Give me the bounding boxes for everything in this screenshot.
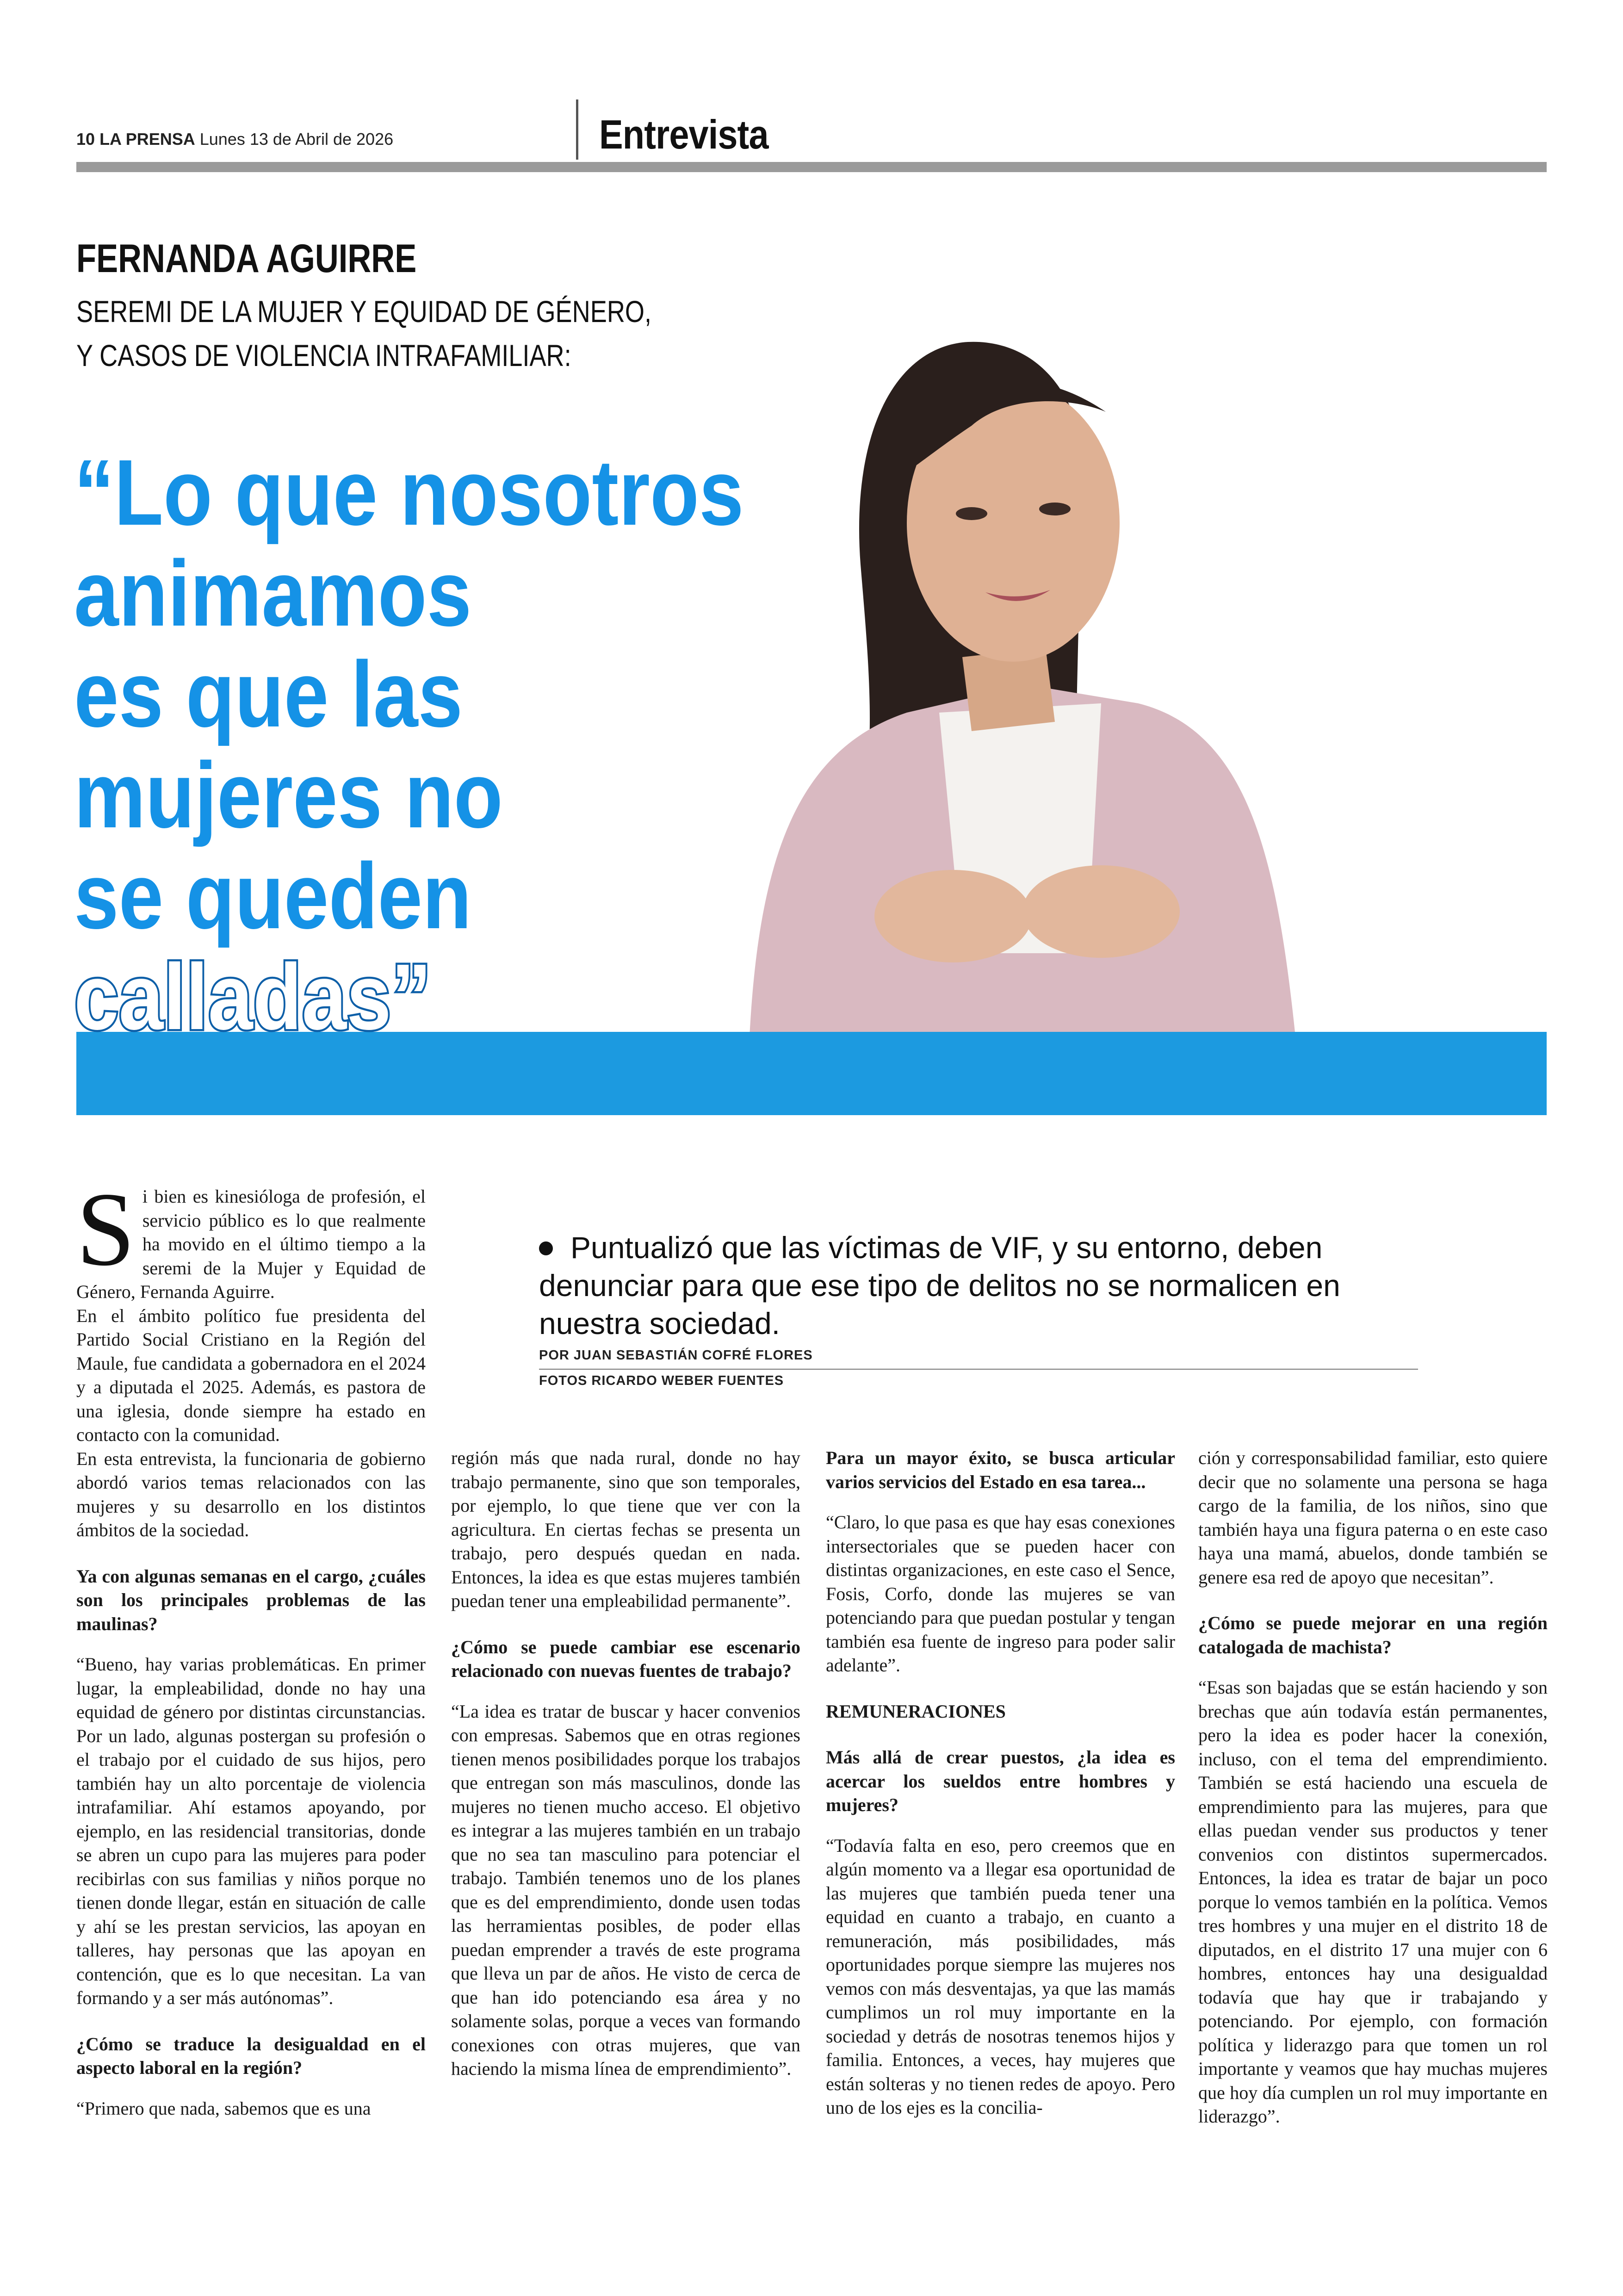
headline-line-4: mujeres no xyxy=(74,743,503,847)
callout-bullet xyxy=(539,1229,1427,1342)
headline-line-6: calladas” xyxy=(74,944,432,1049)
article-column-1 xyxy=(76,1171,426,2120)
interviewee-role-line1: SEREMI DE LA MUJER Y EQUIDAD DE GÉNERO, xyxy=(76,294,652,329)
page-number: 10 xyxy=(76,130,95,149)
body-paragraph: En esta entrevista, la funcionaria de gobierno abordó varios temas relacionados con las mujeres y su desarrollo en los distintos ámbitos de la sociedad. xyxy=(76,1448,426,1540)
interview-answer: “Esas son bajadas que se están haciendo y son brechas que aún todavía están permanentes, pero la idea es poder hacer la conexión, incluso, con el tema del emprendimiento. También se está haciendo una escuela de emprendimiento para las mujeres, para que ellas puedan vender sus productos y tener convenios con distintos supermercados. Entonces, la idea es tratar de bajar un poco porque lo vemos también en la política. Vemos tres hombres y una mujer en el distrito 18 de diputados, en el distrito 17 una mujer con 6 hombres, entonces hay una desigualdad todavía que hay que ir trabajando y potenciando. Por ejemplo, con formación política y liderazgo para que tomen un rol importante y veamos que hay muchas mujeres que hoy día cumplen un rol muy importante en liderazgo”. xyxy=(1198,1677,1548,2127)
headline-quote xyxy=(74,442,953,1047)
newspaper-name: LA PRENSA xyxy=(99,130,195,149)
page-header-info xyxy=(76,130,393,149)
byline: POR JUAN SEBASTIÁN COFRÉ FLORES xyxy=(539,1348,813,1363)
subsection-heading: REMUNERACIONES xyxy=(826,1700,1006,1722)
bullet-icon xyxy=(539,1241,553,1255)
article-column-3 xyxy=(826,1446,1175,2120)
byline-rule xyxy=(539,1369,1418,1370)
interviewee-name: FERNANDA AGUIRRE xyxy=(76,236,417,281)
interviewee-role-line2: Y CASOS DE VIOLENCIA INTRAFAMILIAR: xyxy=(76,338,571,372)
photos-credit: FOTOS RICARDO WEBER FUENTES xyxy=(539,1373,784,1388)
interview-question: Más allá de crear puestos, ¿la idea es acercar los sueldos entre hombres y mujeres? xyxy=(826,1747,1175,1815)
body-paragraph: En el ámbito político fue presidenta del Partido Social Cristiano en la Región del Maule, fue candidata a gobernadora en el 2024 y a diputada el 2025. Además, es pastora de una iglesia, donde siempre ha estado en contacto con la comunidad. xyxy=(76,1305,426,1445)
intro-paragraph: Si bien es kinesióloga de profesión, el servicio público es lo que realmente ha movido en el último tiempo a la seremi de la Mujer y Equidad de Género, Fernanda Aguirre. xyxy=(76,1171,426,1302)
interview-answer: ción y corresponsabilidad familiar, esto quiere decir que no solamente una persona se haga cargo de la familia, de los niños, sino que también haya una figura paterna o en este caso haya una mamá, abuelos, donde también se genere esa red de apoyo que necesitan”. xyxy=(1198,1447,1548,1588)
interview-answer: “Todavía falta en eso, pero creemos que en algún momento va a llegar esa oportunidad de las mujeres que también pueda tener una equidad en cuanto a trabajo, en cuanto a remuneración, más posibilidades, más oportunidades porque siempre las mujeres nos vemos con más desventajas, ya que las mamás cumplimos un rol muy importante en la sociedad y detrás de nosotras tenemos hijos y familia. Entonces, a veces, hay mujeres que están solteras y no tienen redes de apoyo. Pero uno de los ejes es la concilia- xyxy=(826,1835,1175,2118)
headline-line-2: animamos xyxy=(74,541,472,645)
headline-line-3: es que las xyxy=(74,642,463,746)
issue-date: Lunes 13 de Abril de 2026 xyxy=(199,130,394,149)
interview-answer: “Primero que nada, sabemos que es una xyxy=(76,2097,371,2119)
interview-question: Para un mayor éxito, se busca articular varios servicios del Estado en esa tarea... xyxy=(826,1447,1175,1492)
article-column-4 xyxy=(1198,1446,1548,2128)
interview-question: ¿Cómo se puede mejorar en una región catalogada de machista? xyxy=(1198,1613,1548,1657)
article-column-2 xyxy=(451,1446,800,2081)
interview-question: Ya con algunas semanas en el cargo, ¿cuáles son los principales problemas de las maulinas? xyxy=(76,1565,426,1634)
interview-answer: “Claro, lo que pasa es que hay esas conexiones intersectoriales que se pueden hacer con distintas organizaciones, en este caso el Sence, Fosis, Corfo, donde las mujeres se van potenciando para que puedan postular y tengan también esa fuente de ingreso para poder salir adelante”. xyxy=(826,1512,1175,1675)
interview-answer: región más que nada rural, donde no hay trabajo permanente, sino que son temporales, por ejemplo, lo que tiene que ver con la agricultura. En ciertas fechas se presenta un trabajo, pero después quedan en nada. Entonces, la idea es que estas mujeres también puedan tener una empleabilidad permanente”. xyxy=(451,1447,800,1611)
headline-line-1: “Lo que nosotros xyxy=(74,440,744,545)
interview-question: ¿Cómo se traduce la desigualdad en el aspecto laboral en la región? xyxy=(76,2033,426,2078)
section-title: Entrevista xyxy=(599,112,768,157)
interview-answer: “La idea es tratar de buscar y hacer convenios con empresas. Sabemos que en otras regiones tienen menos posibilidades porque los trabajos que entregan son más masculinos, donde las mujeres no tienen mucho acceso. El objetivo es integrar a las mujeres también en un trabajo que no sea tan masculino para potenciar el trabajo. También tenemos uno de los planes que es del emprendimiento, donde usen todas las herramientas posibles, de poder ellas puedan emprender a través de este programa que lleva un par de años. He visto de cerca de que han ido potenciando esa área y no solamente solas, porque a veces van formando conexiones con otras mujeres, que van haciendo la misma línea de emprendimiento”. xyxy=(451,1700,800,2079)
callout-text: Puntualizó que las víctimas de VIF, y su entorno, deben denunciar para que ese tipo de delitos no se normalicen en nuestra sociedad. xyxy=(539,1230,1340,1340)
interview-question: ¿Cómo se puede cambiar ese escenario relacionado con nuevas fuentes de trabajo? xyxy=(451,1636,800,1681)
drop-cap: S xyxy=(76,1171,135,1288)
headline-line-5: se queden xyxy=(74,844,472,948)
header-rule xyxy=(76,162,1547,172)
header-divider xyxy=(576,99,578,160)
interview-answer: “Bueno, hay varias problemáticas. En primer lugar, la empleabilidad, donde no hay una equidad de género por distintas circunstancias. Por un lado, algunas postergan su profesión o el trabajo por el cuidado de sus hijos, pero también hay un alto porcentaje de violencia intrafamiliar. Ahí estamos apoyando, por ejemplo, en las residencial transitorias, donde se abren un cupo para las mujeres para poder recibirlas con sus familias y niños porque no tienen donde llegar, están en situación de calle y ahí se les prestan servicios, las apoyan en talleres, hay personas que las apoyan en contención, que es lo que necesitan. La van formando y a ser más autónomas”. xyxy=(76,1654,426,2008)
